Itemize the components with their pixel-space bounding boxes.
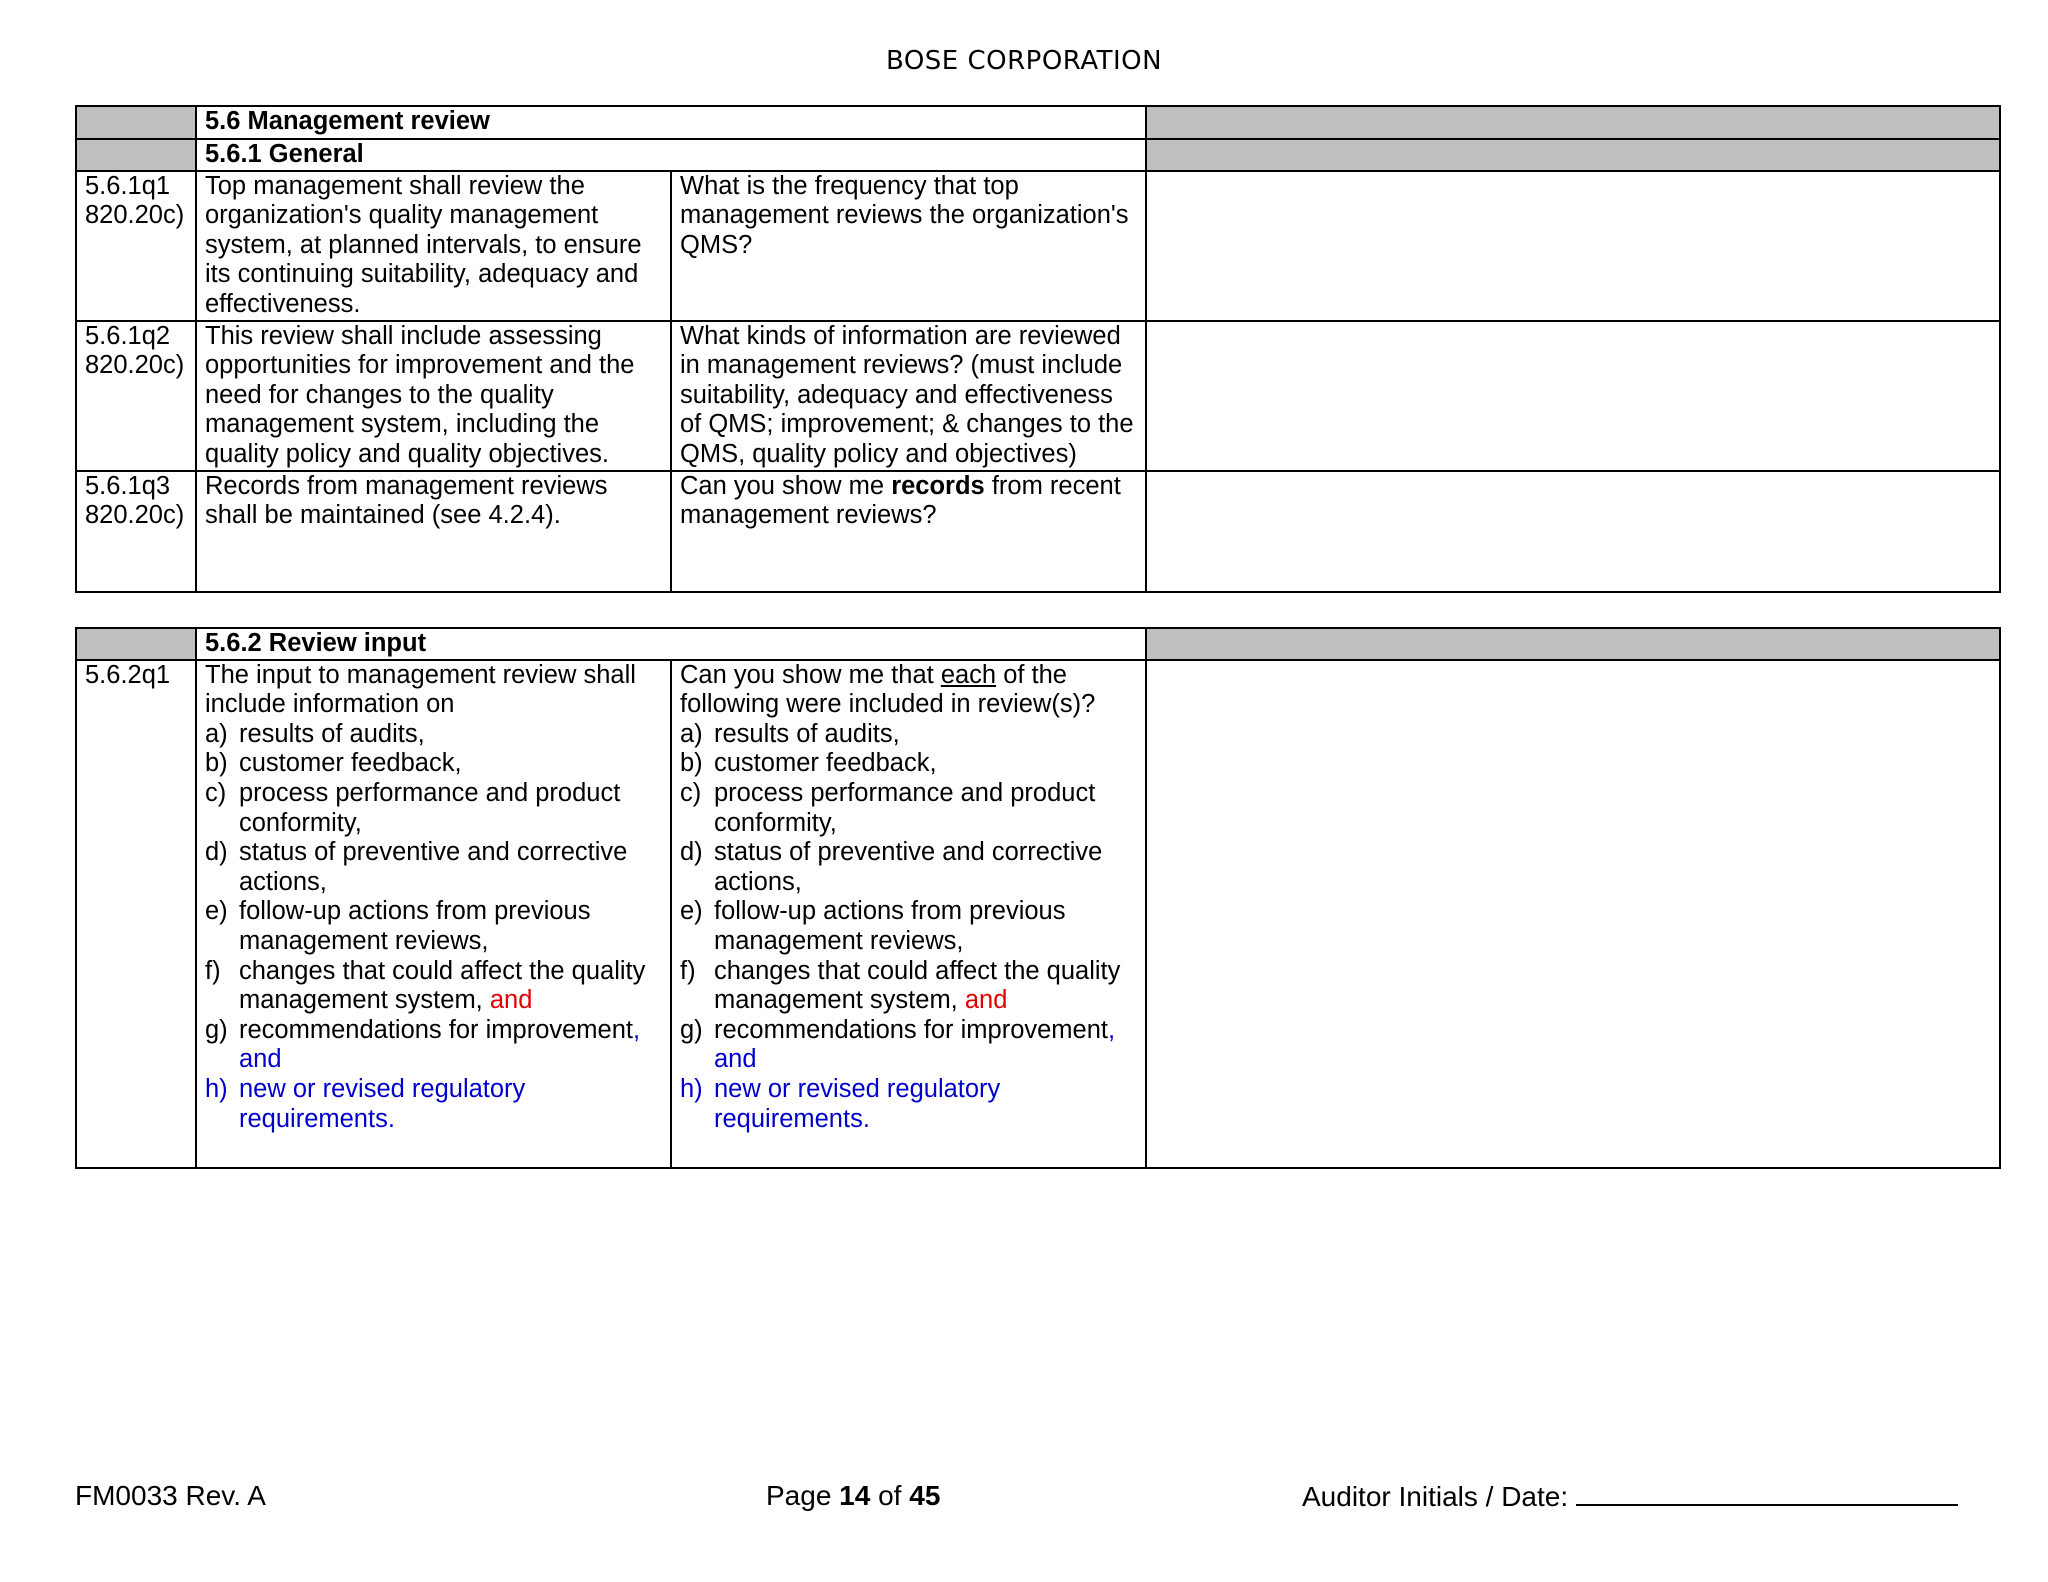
table-row (76, 471, 2000, 592)
clause-ref: 5.6.1q2 (85, 321, 171, 350)
list-item: e) follow-up actions from previous management reviews, (680, 897, 1066, 955)
list-item: d) status of preventive and corrective actions, (205, 838, 628, 896)
list-item: a) results of audits, (205, 719, 425, 748)
regulation-ref: 820.20c) (85, 501, 185, 530)
auditor-notes-cell[interactable] (1146, 321, 2000, 471)
page-header-title: BOSE CORPORATION (885, 46, 1163, 76)
list-item: f) changes that could affect the quality management system, and (680, 956, 1121, 1015)
auditor-notes-cell[interactable] (1146, 660, 2000, 1168)
input-list (205, 720, 662, 1134)
question-intro: Can you show me that each of the following were included in review(s)? (680, 660, 1096, 719)
regulation-ref: 820.20c) (85, 351, 185, 380)
list-item: e) follow-up actions from previous management reviews, (205, 897, 591, 955)
clause-ref: 5.6.2q1 (85, 660, 171, 689)
clause-ref: 5.6.1q1 (85, 171, 171, 200)
list-item: g) recommendations for improvement, and (205, 1015, 641, 1074)
clause-ref: 5.6.1q3 (85, 471, 171, 500)
review-input-table (75, 627, 2001, 1169)
reference-cell (76, 471, 196, 592)
question-text: Can you show me (680, 471, 892, 500)
auditor-notes-cell[interactable] (1146, 471, 2000, 592)
auditor-notes-cell[interactable] (1146, 171, 2000, 321)
reference-cell (76, 321, 196, 471)
revision-added-text: , and (239, 1015, 641, 1074)
underlined-word: each (940, 660, 997, 689)
subsection-title: 5.6.1 General (196, 139, 1146, 171)
subsection-header-row (76, 628, 2000, 660)
header-notes-cell (1146, 139, 2000, 171)
question-cell (671, 471, 1146, 592)
requirement-cell: Records from management reviews shall be maintained (see 4.2.4). (196, 471, 671, 592)
requirement-cell (196, 660, 671, 1168)
reference-cell (76, 171, 196, 321)
requirement-cell: This review shall include assessing opportunities for improvement and the need for changes to the quality management system, including the quality policy and quality objectives. (196, 321, 671, 471)
revision-added-text: and (489, 986, 533, 1015)
regulation-ref: 820.20c) (85, 201, 185, 230)
section-title: 5.6 Management review (196, 106, 1146, 139)
table-row (76, 171, 2000, 321)
list-item: c) process performance and product conformity, (205, 778, 621, 837)
list-item: a) results of audits, (680, 719, 900, 748)
question-cell: What is the frequency that top management reviews the organization's QMS? (671, 171, 1146, 321)
reference-cell (76, 660, 196, 1168)
list-item: b) customer feedback, (205, 749, 462, 778)
subsection-header-row (76, 139, 2000, 171)
auditor-signature (1302, 1480, 1958, 1513)
header-ref-cell (76, 106, 196, 139)
list-item: f) changes that could affect the quality management system, and (205, 956, 646, 1015)
form-id: FM0033 Rev. A (75, 1480, 266, 1511)
list-item: h) new or revised regulatory requirements. (205, 1074, 526, 1133)
table-row (76, 321, 2000, 471)
subsection-title: 5.6.2 Review input (196, 628, 1146, 660)
question-cell (671, 660, 1146, 1168)
page-number: Page 14 of 45 (766, 1480, 941, 1511)
list-item: h) new or revised regulatory requirements. (680, 1074, 1001, 1133)
header-ref-cell (76, 628, 196, 660)
header-notes-cell (1146, 106, 2000, 139)
header-ref-cell (76, 139, 196, 171)
auditor-initials-date-field[interactable] (1576, 1480, 1958, 1506)
list-item: g) recommendations for improvement, and (680, 1015, 1116, 1074)
section-header-row (76, 106, 2000, 139)
question-bold-text: records (891, 471, 985, 500)
requirement-cell: Top management shall review the organization's quality management system, at planned intervals, to ensure its continuing suitability, adequacy and effectiveness. (196, 171, 671, 321)
header-notes-cell (1146, 628, 2000, 660)
table-row (76, 660, 2000, 1168)
revision-added-text: , and (714, 1015, 1116, 1074)
question-text: from recent management reviews? (680, 471, 1121, 530)
question-cell: What kinds of information are reviewed in management reviews? (must include suitability, adequacy and effectiveness of QMS; improvement; & changes to the QMS, quality policy and objectives) (671, 321, 1146, 471)
management-review-table (75, 105, 2001, 593)
input-list (680, 720, 1137, 1134)
auditor-label: Auditor Initials / Date: (1302, 1481, 1569, 1512)
list-item: d) status of preventive and corrective actions, (680, 838, 1103, 896)
list-item: b) customer feedback, (680, 749, 937, 778)
requirement-intro: The input to management review shall include information on (205, 660, 636, 719)
list-item: c) process performance and product conformity, (680, 778, 1096, 837)
revision-added-text: and (964, 986, 1008, 1015)
